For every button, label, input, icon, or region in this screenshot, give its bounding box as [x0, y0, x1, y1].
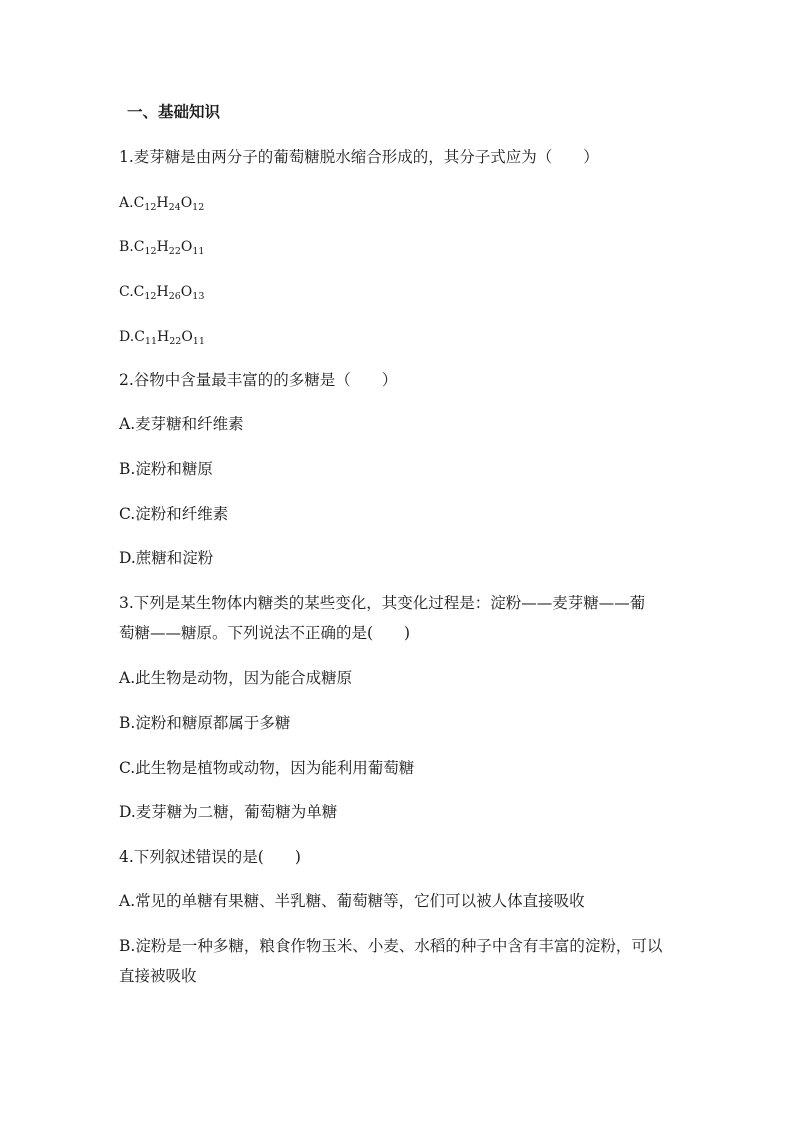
question-2-option-d: D.蔗糖和淀粉 — [119, 549, 214, 567]
question-4-option-b-line-1: B.淀粉是一种多糖，粮食作物玉米、小麦、水稻的种子中含有丰富的淀粉，可以 — [119, 937, 663, 955]
question-2-option-c: C.淀粉和纤维素 — [119, 505, 229, 523]
question-1-option-d: $D.C_{11}H_{22}O_{11}$ — [119, 329, 205, 347]
question-4-option-b-line-2: 直接被吸收 — [119, 967, 197, 985]
question-3-option-a: A.此生物是动物，因为能合成糖原 — [119, 669, 353, 687]
question-2-option-a: A.麦芽糖和纤维素 — [119, 415, 244, 433]
question-3-option-d: D.麦芽糖为二糖，葡萄糖为单糖 — [119, 803, 338, 821]
question-2-option-b: B.淀粉和糖原 — [119, 460, 213, 478]
section-heading: 一、基础知识 — [127, 102, 221, 121]
question-3-option-b: B.淀粉和糖原都属于多糖 — [119, 714, 291, 732]
question-3-stem-line-1: 3.下列是某生物体内糖类的某些变化，其变化过程是：淀粉——麦芽糖——葡 — [119, 594, 646, 612]
question-3-option-c: C.此生物是植物或动物，因为能利用葡萄糖 — [119, 759, 415, 777]
question-2-stem: 2.谷物中含量最丰富的的多糖是（ ） — [119, 371, 398, 389]
question-4-option-a: A.常见的单糖有果糖、半乳糖、葡萄糖等，它们可以被人体直接吸收 — [119, 892, 585, 910]
question-4-stem: 4.下列叙述错误的是( ) — [119, 848, 301, 866]
question-3-stem-line-2: 萄糖——糖原。下列说法不正确的是( ) — [119, 624, 411, 642]
question-1-option-b: $B.C_{12}H_{22}O_{11}$ — [119, 239, 205, 257]
question-1-stem: 1.麦芽糖是由两分子的葡萄糖脱水缩合形成的，其分子式应为（ ） — [119, 148, 599, 166]
question-1-option-a: $A.C_{12}H_{24}O_{12}$ — [119, 195, 205, 213]
question-1-option-c: $C.C_{12}H_{26}O_{13}$ — [119, 284, 205, 302]
